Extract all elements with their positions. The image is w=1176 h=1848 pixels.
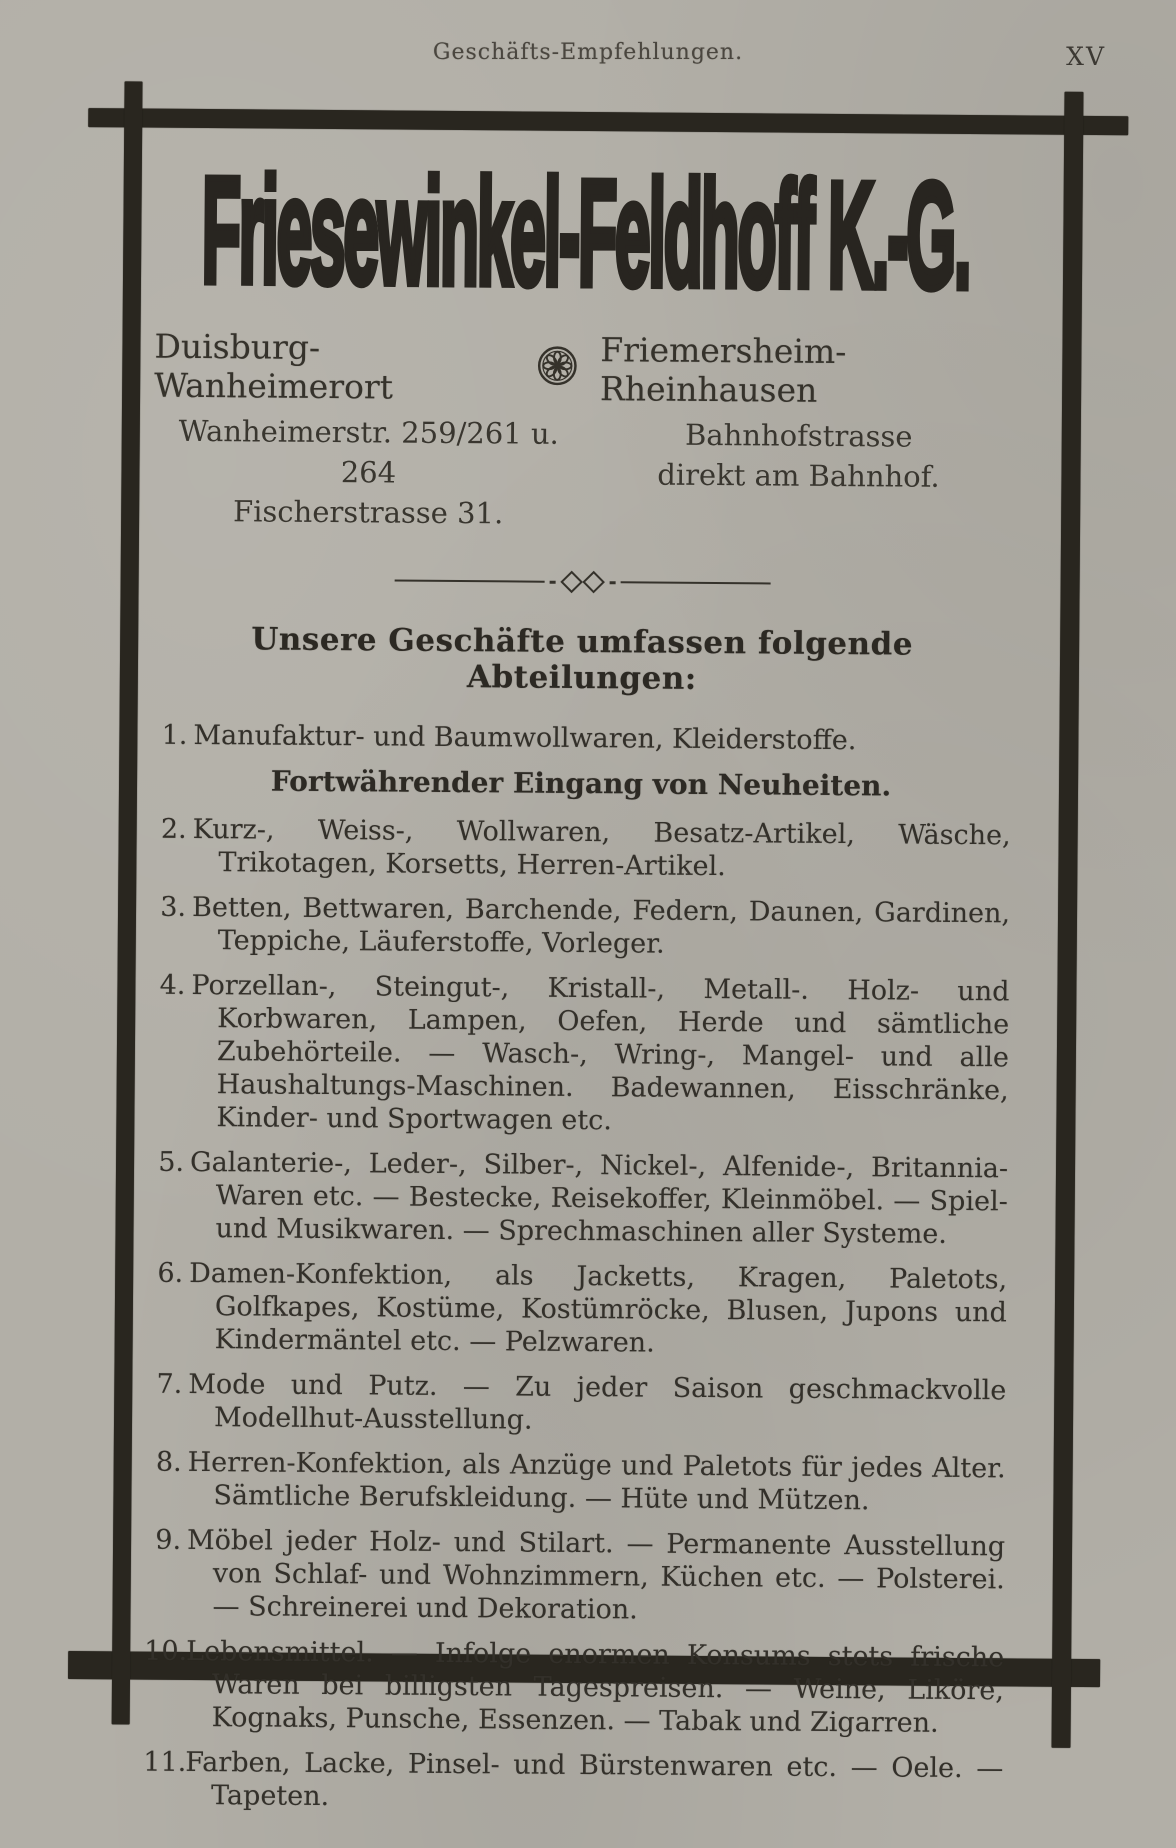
list-item-number: 4. <box>159 969 186 1001</box>
list-item <box>146 1368 1006 1441</box>
list-item-text: Manufaktur- und Baumwollwaren, Kleiderstoffe. <box>193 719 857 757</box>
list-item <box>148 969 1009 1141</box>
list-item-text: Mode und Putz. — Zu jeder Saison geschmackvolle Modellhut-Ausstellung. <box>188 1368 1007 1436</box>
page-header-title: Geschäfts-Empfehlungen. <box>432 40 744 65</box>
rosette-ornament-icon <box>536 345 578 395</box>
city-left: Duisburg-Wanheimerort <box>154 326 394 407</box>
company-title-row <box>155 146 1016 321</box>
list-item <box>150 891 1010 964</box>
address-right-line-2: direkt am Bahnhof. <box>657 457 940 494</box>
section-heading: Unsere Geschäfte umfassen folgende Abteilungen: <box>251 621 914 697</box>
list-item-text: Damen-Konfektion, als Jacketts, Kragen, Paletots, Golfkapes, Kostüme, Kostümröcke, Blusen, Jupons und Kindermäntel etc. — Pelzwaren. <box>189 1257 1008 1359</box>
list-item-text: Betten, Bettwaren, Barchende, Federn, Daunen, Gardinen, Teppiche, Läuferstoffe, Vorleger. <box>191 891 1011 960</box>
address-left-line-2: Fischerstrasse 31. <box>232 494 504 531</box>
department-list <box>143 719 1012 1819</box>
list-item-number: 11. <box>143 1746 187 1778</box>
highlight-note: Fortwährender Eingang von Neuheiten. <box>270 764 892 803</box>
list-item-text: Herren-Konfektion, als Anzüge und Paletots für jedes Alter. Sämtliche Berufskleidung. — Hüte und Mützen. <box>187 1446 1006 1517</box>
advertisement-content <box>143 129 1016 1831</box>
divider-diamond-left <box>560 571 583 594</box>
frame-rule-right <box>1051 92 1083 1748</box>
address-right-line-1: Bahnhofstrasse <box>684 417 913 454</box>
list-item-number: 7. <box>156 1368 183 1400</box>
list-item-text: Kurz-, Weiss-, Wollwaren, Besatz-Artikel, Wäsche, Trikotagen, Korsetts, Herren-Artikel. <box>192 813 1011 883</box>
address-left-line-1: Wanheimerstr. 259/261 u. 264 <box>178 413 559 490</box>
list-item <box>147 1146 1008 1252</box>
divider-line-left <box>395 580 545 583</box>
divider-diamond-right <box>582 571 605 594</box>
company-name: Friesewinkel-Feldhoff K.-G. <box>200 146 970 321</box>
list-item <box>144 1635 1005 1741</box>
city-right: Friemersheim-Rheinhausen <box>599 330 847 410</box>
list-item <box>151 719 1011 759</box>
list-item-number: 3. <box>160 891 187 923</box>
list-item-number: 6. <box>157 1257 184 1289</box>
page-number: XV <box>1066 42 1106 71</box>
list-item-number: 9. <box>155 1524 182 1556</box>
address-grid <box>153 411 1014 538</box>
list-item-text: Möbel jeder Holz- und Stilart. — Permanente Ausstellung von Schlaf- und Wohnzimmern, Küchen etc. — Polsterei. — Schreinerei und Dekoration. <box>186 1524 1006 1626</box>
divider-line-right <box>621 581 771 584</box>
list-item-text: Lebensmittel. — Infolge enormen Konsums stets frische Waren bei billigsten Tagespreisen. — Weine, Liköre, Kognaks, Punsche, Essenzen. — Tabak und Zigarren. <box>186 1635 1005 1739</box>
list-item-text: Galanterie-, Leder-, Silber-, Nickel-, Alfenide-, Britannia-Waren etc. — Bestecke, Reisekoffer, Kleinmöbel. — Spiel- und Musikwaren. — Sprechmaschinen aller Systeme. <box>189 1146 1009 1250</box>
list-item <box>144 1524 1005 1630</box>
address-left <box>153 411 584 534</box>
divider-dot-right <box>610 581 616 584</box>
list-item-number: 10. <box>144 1635 188 1667</box>
list-item-number: 2. <box>160 813 187 845</box>
list-item-text: Farben, Lacke, Pinsel- und Bürstenwaren etc. — Oele. — Tapeten. <box>185 1746 1004 1813</box>
list-item <box>150 813 1010 886</box>
frame-rule-left <box>112 81 143 1724</box>
divider-dot-left <box>550 580 556 583</box>
list-item-number: 8. <box>155 1446 182 1478</box>
cities-row <box>154 327 1015 412</box>
list-item-number: 1. <box>161 719 188 751</box>
list-item-number: 5. <box>158 1146 185 1178</box>
advertisement-frame <box>73 81 1086 1813</box>
ornamental-divider <box>153 571 1013 594</box>
list-item <box>147 1257 1008 1363</box>
list-item <box>145 1446 1005 1519</box>
address-right <box>583 414 1014 537</box>
list-item-text: Porzellan-, Steingut-, Kristall-, Metall-. Holz- und Korbwaren, Lampen, Oefen, Herde und sämtliche Zubehörteile. — Wasch-, Wring-, Mangel- und alle Haushaltungs-Maschinen. Badewannen, Eisschränke, Kinder- und Sportwagen etc. <box>191 969 1010 1137</box>
list-item <box>143 1746 1003 1819</box>
